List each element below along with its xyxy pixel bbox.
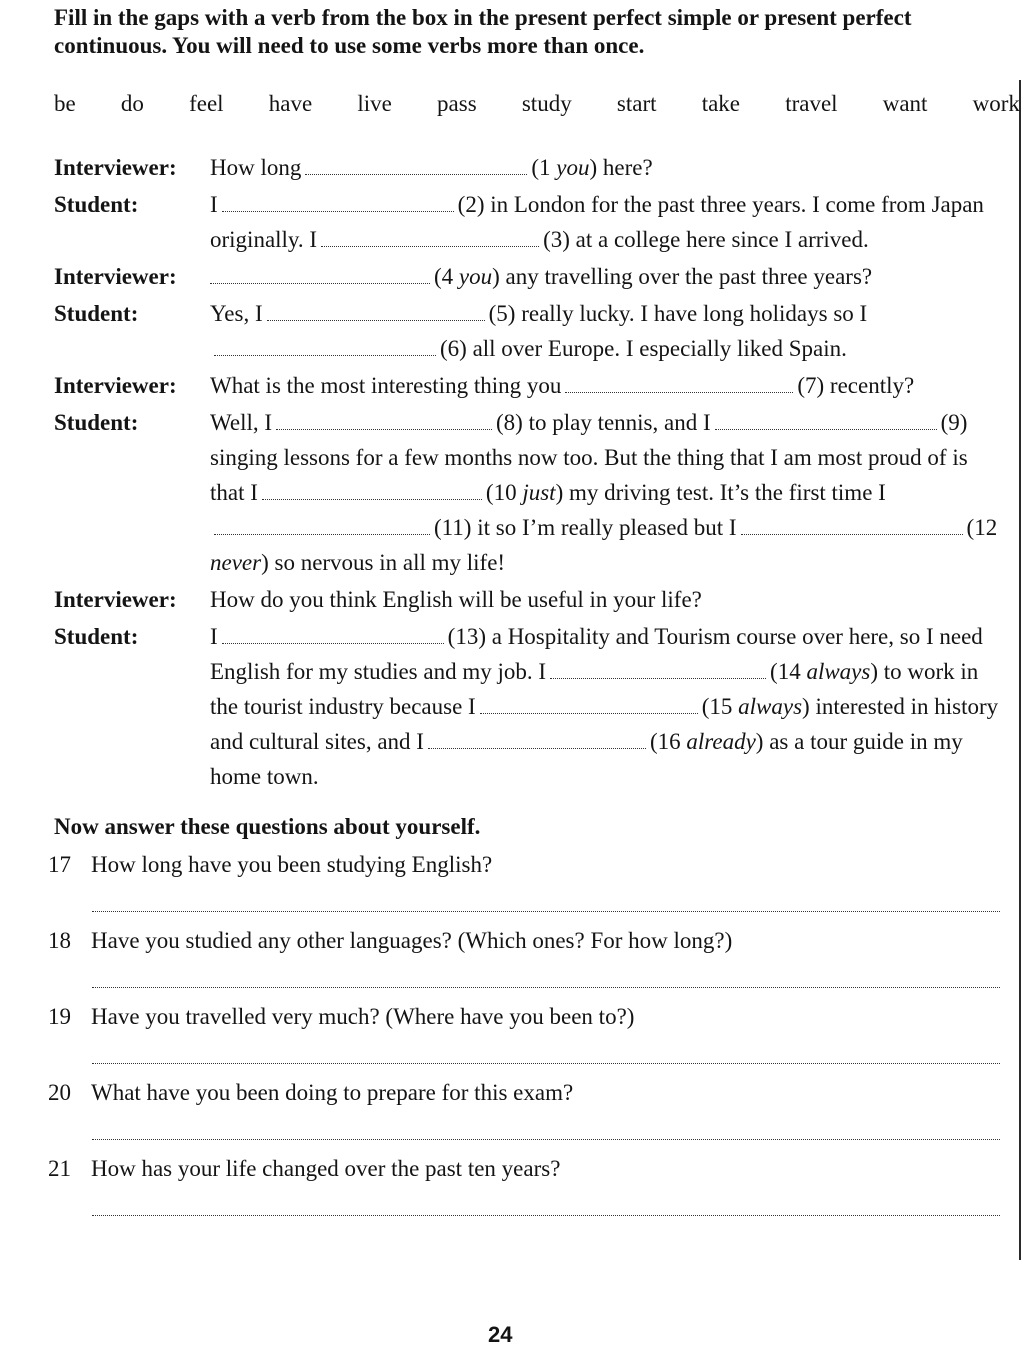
answer-gap-10[interactable] (262, 483, 482, 500)
hint-word: just (522, 480, 556, 505)
text-segment: (13) a Hospitality and Tourism course over here, so I need English for my studies and my job. I (210, 624, 983, 684)
text-segment: (11) it so I’m really pleased but I (434, 515, 737, 540)
text-segment: Well, I (210, 410, 273, 435)
text-segment: How do you think English will be useful in your life? (210, 587, 702, 612)
text-segment: (2) in London for the past three years. I come from Japan originally. I (210, 192, 984, 252)
turn-text (210, 368, 1004, 403)
text-segment: (8) to play tennis, and I (496, 410, 711, 435)
text-segment: (10 (485, 480, 517, 505)
question-item (48, 852, 1004, 928)
answer-line[interactable] (92, 1215, 1000, 1216)
answer-gap-13[interactable] (222, 627, 444, 644)
speaker-label: Student: (54, 624, 139, 649)
dialogue-turn (54, 582, 1004, 617)
turn-text (210, 296, 1004, 366)
turn-text (210, 619, 1004, 794)
verb: live (357, 91, 392, 116)
text-segment: I (210, 624, 218, 649)
verb: start (616, 91, 657, 116)
answer-gap-7[interactable] (565, 376, 793, 393)
answer-gap-9[interactable] (715, 413, 937, 430)
verb: have (268, 91, 313, 116)
answer-gap-8[interactable] (276, 413, 492, 430)
instructions: Fill in the gaps with a verb from the box in the present perfect simple or present perfect continuous. You will need to use some verbs more than once. (54, 5, 912, 58)
question-item (48, 1156, 1004, 1232)
text-segment: (1 (531, 155, 551, 180)
answer-gap-4[interactable] (210, 267, 430, 284)
answer-gap-5[interactable] (267, 304, 485, 321)
answer-gap-12[interactable] (741, 518, 963, 535)
answer-gap-15[interactable] (480, 697, 698, 714)
answer-gap-3[interactable] (321, 230, 539, 247)
hint-word: always (806, 659, 871, 684)
answer-gap-1[interactable] (305, 158, 527, 175)
page-edge-rule (1019, 80, 1021, 1260)
turn-text (210, 150, 1004, 185)
speaker-label: Student: (54, 410, 139, 435)
verb: pass (437, 91, 477, 116)
text-segment: ) here? (589, 155, 653, 180)
turn-text (210, 187, 1004, 257)
text-segment: ) as a tour guide in my home town. (210, 729, 963, 789)
text-segment: (7) recently? (797, 373, 915, 398)
dialogue-turn (54, 259, 1004, 294)
answer-gap-14[interactable] (550, 662, 766, 679)
answer-line[interactable] (92, 1139, 1000, 1140)
verb: be (54, 91, 76, 116)
question-text: Have you studied any other languages? (Which ones? For how long?) (91, 928, 733, 953)
question-text: How long have you been studying English? (91, 852, 493, 877)
text-segment: ) any travelling over the past three years? (492, 264, 873, 289)
speaker-label: Interviewer: (54, 155, 177, 180)
hint-word: you (458, 264, 493, 289)
question-number: 19 (48, 1004, 71, 1029)
text-segment: ) so nervous in all my life! (261, 550, 506, 575)
text-segment: (15 (701, 694, 733, 719)
text-segment: (14 (770, 659, 801, 684)
dialogue-turn (54, 368, 1004, 403)
answer-gap-6[interactable] (214, 339, 436, 356)
question-text: How has your life changed over the past ten years? (91, 1156, 561, 1181)
turn-text (210, 405, 1004, 580)
question-number: 17 (48, 852, 71, 877)
speaker-label: Interviewer: (54, 373, 177, 398)
text-segment: ) to work in the tourist industry because I (210, 659, 979, 719)
verb: do (120, 91, 144, 116)
speaker-label: Student: (54, 192, 139, 217)
answer-line[interactable] (92, 911, 1000, 912)
answer-gap-2[interactable] (222, 195, 454, 212)
text-segment: Yes, I (210, 301, 263, 326)
text-segment: How long (210, 155, 302, 180)
question-list (48, 852, 1004, 1232)
turn-text (210, 259, 1004, 294)
answer-gap-11[interactable] (214, 518, 430, 535)
answer-gap-16[interactable] (428, 732, 646, 749)
hint-word: you (556, 155, 590, 180)
answer-line[interactable] (92, 1063, 1000, 1064)
question-number: 18 (48, 928, 71, 953)
dialogue-turn (54, 405, 1004, 580)
text-segment: (6) all over Europe. I especially liked Spain. (440, 336, 847, 361)
speaker-label: Interviewer: (54, 264, 177, 289)
speaker-label: Student: (54, 301, 139, 326)
dialogue-turn (54, 187, 1004, 257)
text-segment: (16 (649, 729, 681, 754)
verb: take (701, 91, 740, 116)
page-number: 24 (488, 1322, 513, 1347)
question-text: What have you been doing to prepare for this exam? (91, 1080, 574, 1105)
dialogue (54, 150, 1004, 796)
text-segment: I (210, 192, 218, 217)
question-item (48, 1080, 1004, 1156)
verb: feel (189, 91, 224, 116)
verb-box (54, 86, 1020, 122)
dialogue-turn (54, 296, 1004, 366)
text-segment: What is the most interesting thing you (210, 373, 562, 398)
question-item (48, 928, 1004, 1004)
dialogue-turn (54, 150, 1004, 185)
verb: travel (785, 91, 838, 116)
turn-text (210, 582, 1004, 617)
hint-word: already (686, 729, 756, 754)
verb: work (972, 91, 1020, 116)
text-segment: ) interested in history and cultural sites, and I (210, 694, 999, 754)
text-segment: ) my driving test. It’s the first time I (555, 480, 886, 505)
dialogue-turn (54, 619, 1004, 794)
text-segment: (9) singing lessons for a few months now too. But the thing that I am most proud of is that I (210, 410, 968, 505)
hint-word: always (738, 694, 803, 719)
text-segment: (12 (966, 515, 998, 540)
hint-word: never (210, 550, 262, 575)
question-number: 20 (48, 1080, 71, 1105)
section-heading: Now answer these questions about yourself. (54, 814, 481, 839)
question-number: 21 (48, 1156, 71, 1181)
speaker-label: Interviewer: (54, 587, 177, 612)
question-text: Have you travelled very much? (Where have you been to?) (91, 1004, 635, 1029)
text-segment: (3) at a college here since I arrived. (543, 227, 869, 252)
answer-line[interactable] (92, 987, 1000, 988)
text-segment: (4 (434, 264, 454, 289)
question-item (48, 1004, 1004, 1080)
verb: study (521, 91, 572, 116)
text-segment: (5) really lucky. I have long holidays so I (488, 301, 868, 326)
verb: want (882, 91, 928, 116)
